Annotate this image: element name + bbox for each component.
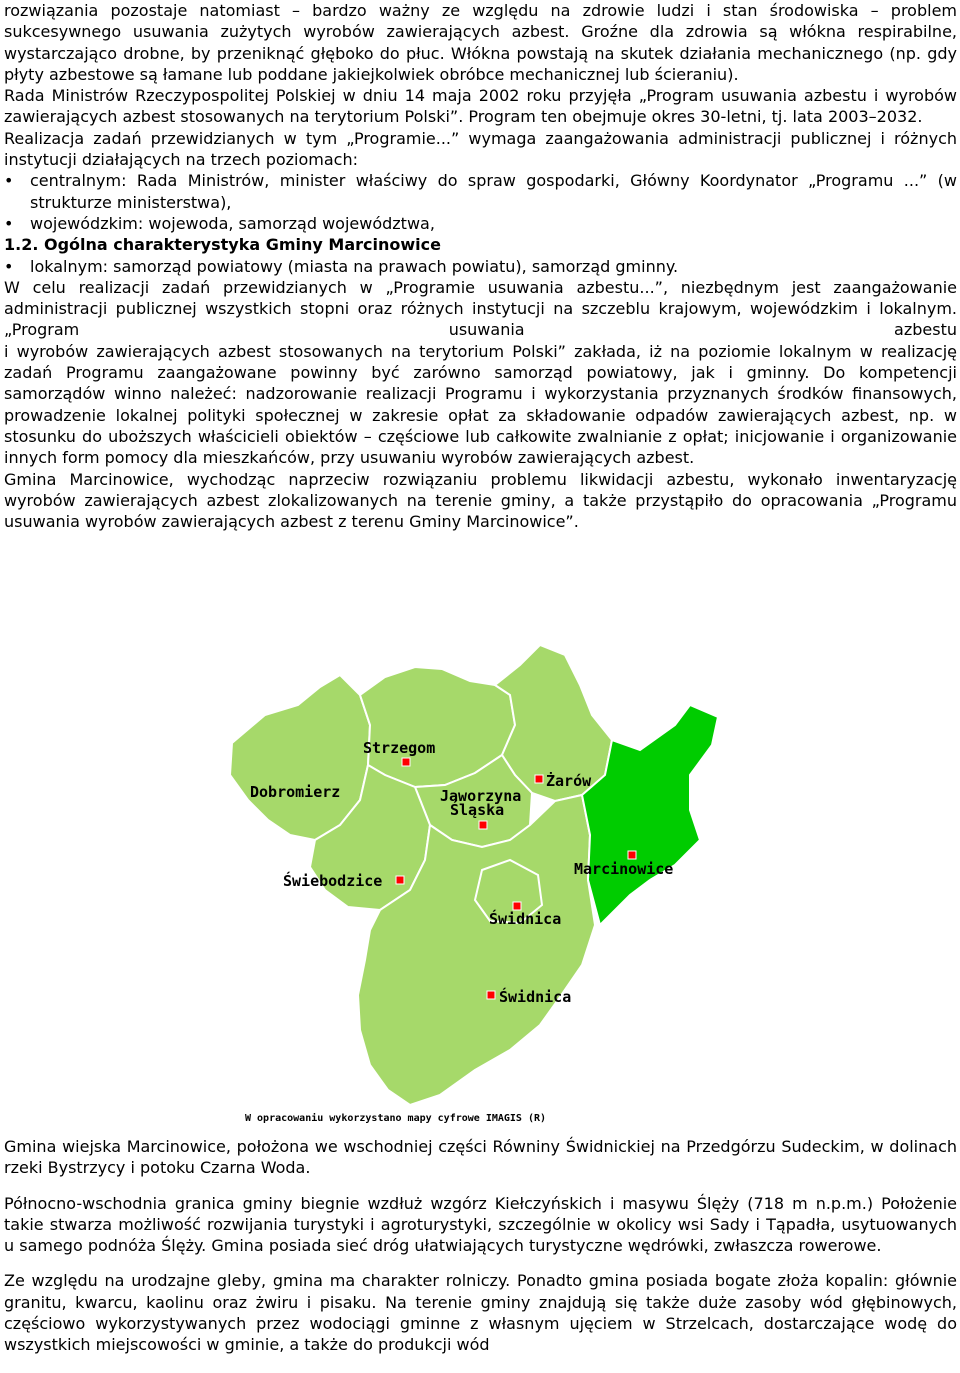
label-zarow: Żarów xyxy=(546,772,592,790)
town-marker-jaworzyna xyxy=(479,821,487,829)
paragraph-council-program: Rada Ministrów Rzeczypospolitej Polskiej w dniu 14 maja 2002 roku przyjęła „Program usuwania azbestu i wyrobów zawierających azbest stosowanych na terytorium Polski”. Program ten obejmuje okres 30-letni, tj. lata 2003–2032. xyxy=(4,86,957,127)
label-swidnica-gmina: Świdnica xyxy=(489,910,562,928)
list-item-text: wojewódzkim: wojewoda, samorząd województwa, xyxy=(30,213,435,233)
paragraph-asbestos-intro: rozwiązania pozostaje natomiast – bardzo ważny ze względu na zdrowie ludzi i stan środowiska – problem sukcesywnego usuwania zużytych wyrobów zawierających azbest. Groźne dla zdrowia są włókna respirabilne, wystarczająco drobne, by przeniknąć głęboko do płuc. Włókna powstają na skutek działania mechanicznego (np. gdy płyty azbestowe są łamane lub poddane jakiejkolwiek obróbce mechanicznej lub ścieraniu). xyxy=(4,1,957,84)
list-item-central xyxy=(4,170,957,213)
map-credit: W opracowaniu wykorzystano mapy cyfrowe IMAGIS (R) xyxy=(245,1113,547,1124)
label-jaworzyna-line1: Jaworzyna xyxy=(440,787,522,805)
paragraph-location: Gmina wiejska Marcinowice, położona we wschodniej części Równiny Świdnickiej na Przedgórzu Sudeckim, w dolinach rzeki Bystrzycy i potoku Czarna Woda. xyxy=(4,1137,957,1178)
paragraph-program-goal-part1: W celu realizacji zadań przewidzianych w „Programie usuwania azbestu...”, niezbędnym jest zaangażowanie administracji publicznej wszystkich stopni oraz różnych instytucji na szczeblu krajowym, wojewódzkim i lokalnym. „Program usuwania azbestu xyxy=(4,277,957,340)
label-jaworzyna-line2: Śląska xyxy=(450,801,505,819)
label-strzegom: Strzegom xyxy=(363,739,436,757)
paragraph-program-goal-part2: i wyrobów zawierających azbest stosowanych na terytorium Polski” zakłada, iż na poziomie lokalnym w realizację zadań Programu zaangażowane powinny być zarówno samorząd powiatowy, jak i gminny. Do kompetencji samorządów winno należeć: nadzorowanie realizacji Programu i wykorzystania przyznanych środków finansowych, prowadzenie lokalnej polityki społecznej w zakresie opłat za składowanie odpadów zawierających azbest, np. w stosunku do uboższych właścicieli obiektów – częściowe lub całkowite zwalnianie z opłat; inicjowanie i organizowanie innych form pomocy dla mieszkańców, przy usuwaniu wyrobów zawierających azbest. xyxy=(4,341,957,468)
label-dobromierz: Dobromierz xyxy=(250,783,341,801)
paragraph-tourism: Północno-wschodnia granica gminy biegnie wzdłuż wzgórz Kiełczyńskich i masywu Ślęży (718 m n.p.m.) Położenie takie stwarza możliwość rozwijania turystyki i agroturystyki, szczególnie w okolicy wsi Sady i Tąpadła, usytuowanych u samego podnóża Ślęży. Gmina posiada sieć dróg ułatwiających turystyczne wędrówki, zwłaszcza rowerowe. xyxy=(4,1193,957,1256)
paragraph-resources: Ze względu na urodzajne gleby, gmina ma charakter rolniczy. Ponadto gmina posiada bogate złoża kopalin: głównie granitu, kwarcu, kaolinu oraz żwiru i pisaku. Na terenie gminy znajdują się także duże zasoby wód głębinowych, częściowo wykorzystywanych przez wodociągi gminne z własnym ujęciem w Strzelcach, dostarczające wodę do wszystkich miejscowości w gminie, a także do produkcji wód xyxy=(4,1271,957,1355)
section-heading: 1.2. Ogólna charakterystyka Gminy Marcinowice xyxy=(4,235,441,255)
list-item-local xyxy=(4,256,957,277)
town-marker-swiebodzice xyxy=(396,876,404,884)
district-map-svg xyxy=(220,625,720,1125)
district-map xyxy=(220,625,720,1125)
document-body-continued xyxy=(4,1136,957,1356)
label-marcinowice: Marcinowice xyxy=(574,860,674,878)
document-body xyxy=(4,0,957,532)
town-marker-swidnica-gmina xyxy=(513,902,521,910)
paragraph-program-levels: Realizacja zadań przewidzianych w tym „Programie...” wymaga zaangażowania administracji publicznej i różnych instytucji działających na trzech poziomach: xyxy=(4,128,957,170)
label-swidnica-miasto: Świdnica xyxy=(499,988,572,1006)
town-marker-strzegom xyxy=(402,758,410,766)
town-marker-marcinowice xyxy=(628,851,636,859)
list-item-text: lokalnym: samorząd powiatowy (miasta na prawach powiatu), samorząd gminny. xyxy=(30,256,679,276)
paragraph-gmina-inventory: Gmina Marcinowice, wychodząc naprzeciw rozwiązaniu problemu likwidacji azbestu, wykonało inwentaryzację wyrobów zawierających azbest zlokalizowanych na terenie gminy, a także przystąpiło do opracowania „Programu usuwania wyrobów zawierających azbest z terenu Gminy Marcinowice”. xyxy=(4,469,957,532)
list-item-text: centralnym: Rada Ministrów, minister właściwy do spraw gospodarki, Główny Koordynator „Programu ...” (w strukturze ministerstwa), xyxy=(30,171,957,212)
town-marker-zarow xyxy=(535,775,543,783)
list-item-voivodeship xyxy=(4,213,957,234)
town-marker-swidnica-miasto xyxy=(487,991,495,999)
label-swiebodzice: Świebodzice xyxy=(283,872,383,890)
